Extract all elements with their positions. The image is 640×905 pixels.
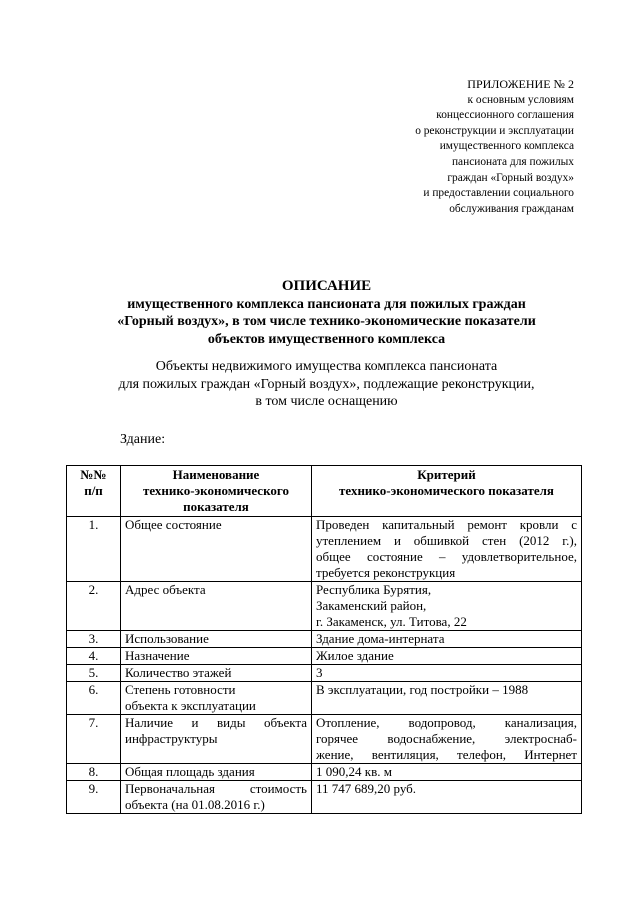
table-row [67, 648, 582, 665]
row-value: Отопление, водопровод, канализация, горячее водоснабжение, электроснаб- жение, вентиляция, телефон, Интернет [312, 715, 582, 764]
row-number: 9. [67, 781, 121, 814]
title-line: «Горный воздух», в том числе технико-экономические показатели [117, 314, 536, 329]
row-name: Количество этажей [121, 665, 312, 682]
row-value: Жилое здание [312, 648, 582, 665]
row-value: 3 [312, 665, 582, 682]
table-row [67, 631, 582, 648]
annex-line: граждан «Горный воздух» [447, 171, 574, 184]
annex-line: к основным условиям [467, 93, 574, 106]
annex-line: ПРИЛОЖЕНИЕ № 2 [467, 77, 574, 91]
row-number: 1. [67, 517, 121, 582]
row-name: Использование [121, 631, 312, 648]
document-subtitle [64, 358, 589, 411]
row-value: 1 090,24 кв. м [312, 764, 582, 781]
table-header-row [67, 466, 582, 517]
row-name: Общая площадь здания [121, 764, 312, 781]
building-label: Здание: [120, 432, 166, 447]
row-name: Общее состояние [121, 517, 312, 582]
row-value: Здание дома-интерната [312, 631, 582, 648]
row-value: 11 747 689,20 руб. [312, 781, 582, 814]
row-name: Адрес объекта [121, 582, 312, 631]
table-row [67, 582, 582, 631]
annex-line: концессионного соглашения [436, 109, 574, 122]
subtitle-line: для пожилых граждан «Горный воздух», подлежащие реконструкции, [118, 376, 535, 392]
row-name: Степень готовности объекта к эксплуатации [121, 682, 312, 715]
row-name: Наличие и виды объекта инфраструктуры [121, 715, 312, 764]
table-row [67, 517, 582, 582]
annex-header [415, 77, 574, 217]
row-number: 8. [67, 764, 121, 781]
document-title [64, 278, 589, 348]
row-number: 4. [67, 648, 121, 665]
table-row [67, 665, 582, 682]
header-name: Наименование технико-экономического показателя [121, 466, 312, 517]
indicators-table [66, 465, 582, 814]
annex-line: пансионата для пожилых [451, 155, 574, 168]
row-number: 6. [67, 682, 121, 715]
table-row [67, 682, 582, 715]
subtitle-line: в том числе оснащению [255, 394, 398, 409]
annex-line: о реконструкции и эксплуатации [415, 124, 574, 137]
row-number: 2. [67, 582, 121, 631]
title-line: объектов имущественного комплекса [207, 331, 446, 347]
table-row [67, 715, 582, 764]
annex-line: и предоставлении социального [423, 187, 574, 200]
row-number: 3. [67, 631, 121, 648]
header-criterion: Критерий технико-экономического показателя [312, 466, 582, 517]
title-line: имущественного комплекса пансионата для пожилых граждан [127, 296, 526, 312]
annex-line: имущественного комплекса [439, 140, 574, 153]
subtitle-line: Объекты недвижимого имущества комплекса пансионата [155, 359, 498, 374]
table-row [67, 764, 582, 781]
row-name: Назначение [121, 648, 312, 665]
row-number: 5. [67, 665, 121, 682]
row-value: В эксплуатации, год постройки – 1988 [312, 682, 582, 715]
row-value: Проведен капитальный ремонт кровли с утеплением и обшивкой стен (2012 г.), общее состояние – удовлетворительное, требуется реконструкция [312, 517, 582, 582]
row-number: 7. [67, 715, 121, 764]
row-name: Первоначальная стоимость объекта (на 01.08.2016 г.) [121, 781, 312, 814]
table-row [67, 781, 582, 814]
title-heading: ОПИСАНИЕ [281, 278, 372, 294]
row-value: Республика Бурятия, Закаменский район, г. Закаменск, ул. Титова, 22 [312, 582, 582, 631]
annex-line: обслуживания гражданам [449, 202, 574, 215]
header-num: №№ п/п [67, 466, 121, 517]
